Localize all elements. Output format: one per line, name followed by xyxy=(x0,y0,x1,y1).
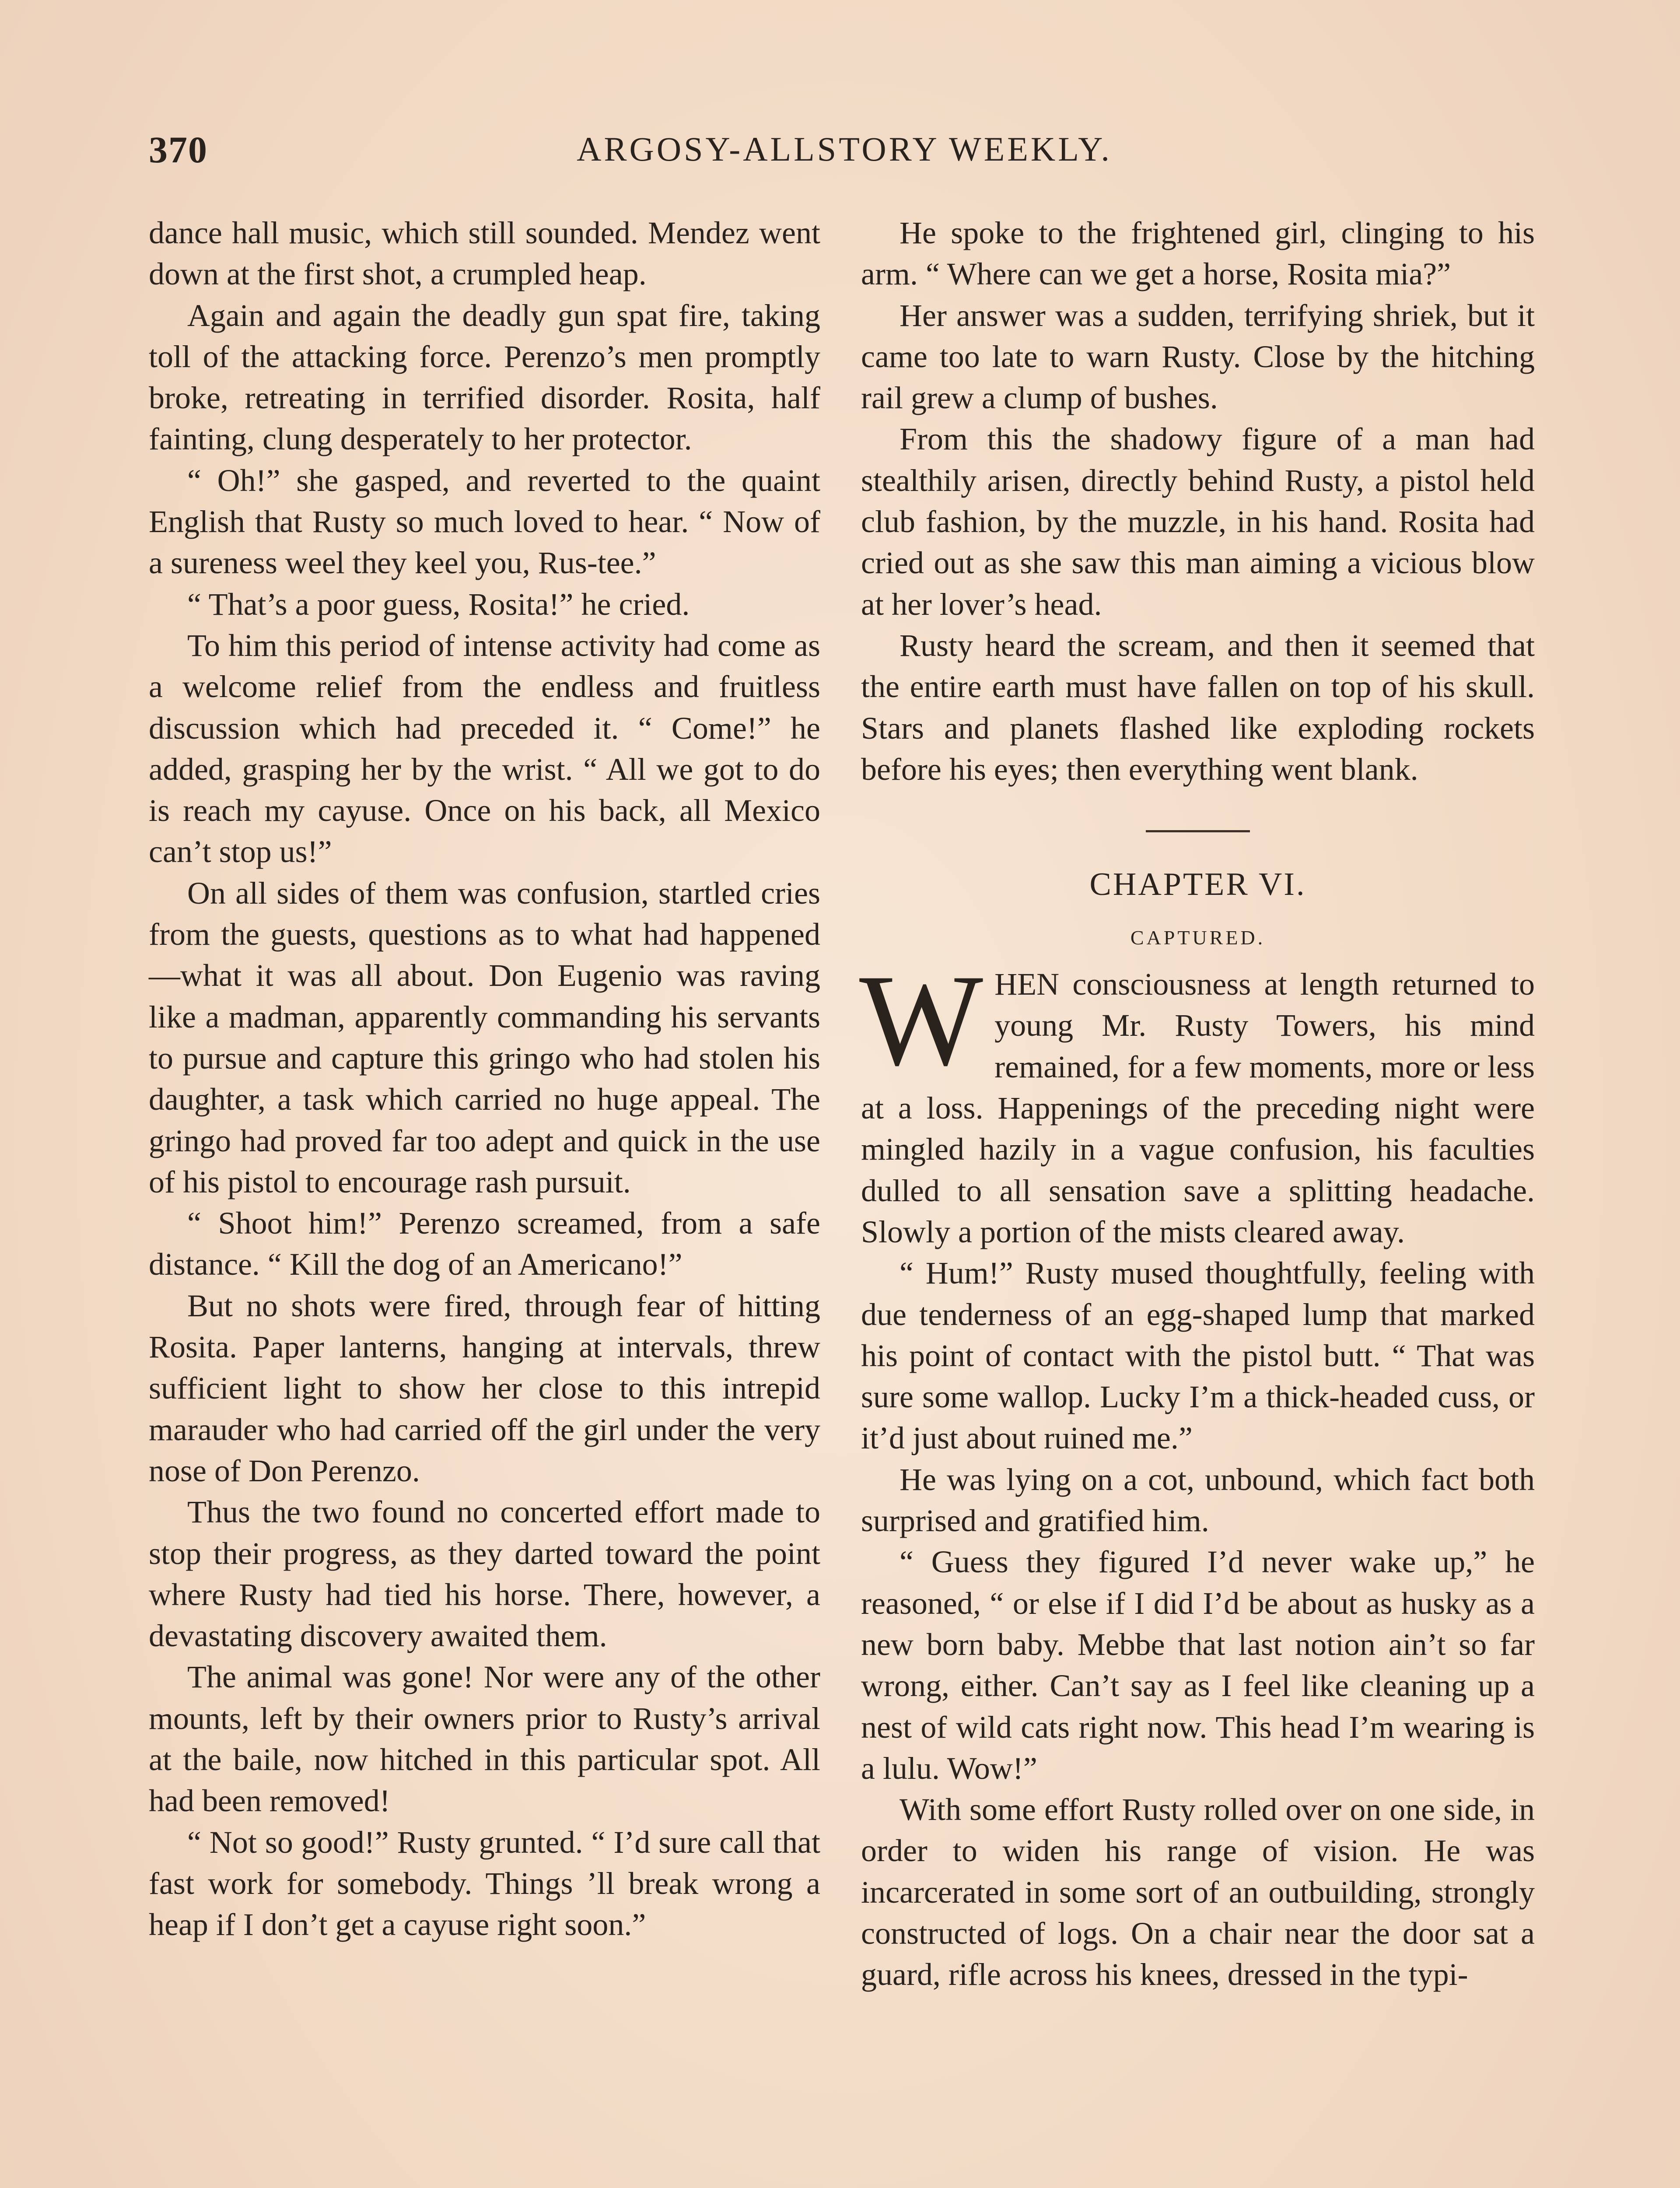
paragraph: “ Shoot him!” Perenzo screamed, from a safe distance. “ Kill the dog of an Americano!” xyxy=(149,1206,820,1282)
paragraph: Thus the two found no concerted effort made to stop their progress, as they darted toward the point where Rusty had tied his horse. There, however, a devastating discovery awaited them. xyxy=(149,1494,820,1654)
chapter-subtitle: CAPTURED. xyxy=(1130,926,1266,949)
paragraph: dance hall music, which still sounded. Mendez went down at the first shot, a crumpled heap. xyxy=(149,215,820,292)
chapter-title: CHAPTER VI. xyxy=(1089,866,1306,903)
paragraph: Again and again the deadly gun spat fire, taking toll of the attacking force. Perenzo’s men promptly broke, retreating in terrified disorder. Rosita, half fainting, clung desperately to her protector. xyxy=(149,298,820,457)
paragraph: Her answer was a sudden, terrifying shriek, but it came too late to warn Rusty. Close by the hitching rail grew a clump of bushes. xyxy=(861,298,1535,416)
running-head: ARGOSY-ALLSTORY WEEKLY. xyxy=(577,130,1112,168)
paragraph: But no shots were fired, through fear of hitting Rosita. Paper lanterns, hanging at intervals, threw sufficient light to show her close to this intrepid marauder who had carried off the girl under the very nose of Don Perenzo. xyxy=(149,1288,820,1488)
right-column xyxy=(861,212,1535,1995)
paragraph: “ Not so good!” Rusty grunted. “ I’d sure call that fast work for somebody. Things ’ll break wrong a heap if I don’t get a cayuse right soon.” xyxy=(149,1824,820,1943)
paragraph: With some effort Rusty rolled over on one side, in order to widen his range of vision. He was incarcerated in some sort of an outbuilding, strongly constructed of logs. On a chair near the door sat a guard, rifle across his knees, dressed in the typi- xyxy=(861,1792,1535,1992)
paragraph: Rusty heard the scream, and then it seemed that the entire earth must have fallen on top of his skull. Stars and planets flashed like exploding rockets before his eyes; then everything went blank. xyxy=(861,628,1535,787)
opening-text: HEN consciousness at length returned to young Mr. Rusty Towers, his mind remained, for a few moments, more or less at a loss. Happenings of the preceding night were mingled hazily in a vague confusion, his faculties dulled to all sensation save a splitting headache. Slowly a portion of the mists cleared away. xyxy=(861,967,1535,1249)
paragraph: On all sides of them was confusion, startled cries from the guests, questions as to what had happened—what it was all about. Don Eugenio was raving like a madman, apparently commanding his servants to pursue and capture this gringo who had stolen his daughter, a task which carried no huge appeal. The gringo had proved far too adept and quick in the use of his pistol to encourage rash pursuit. xyxy=(149,875,820,1199)
section-divider xyxy=(1146,830,1250,832)
chapter-opening-paragraph xyxy=(859,947,1535,1252)
paragraph: “ That’s a poor guess, Rosita!” he cried. xyxy=(187,586,690,622)
paragraph: To him this period of intense activity had come as a welcome relief from the endless and fruitless discussion which had preceded it. “ Come!” he added, grasping her by the wrist. “ All we got to do is reach my cayuse. Once on his back, all Mexico can’t stop us!” xyxy=(149,628,820,870)
drop-cap: W xyxy=(859,947,984,1093)
paragraph: He spoke to the frightened girl, clinging to his arm. “ Where can we get a horse, Rosita mia?” xyxy=(861,215,1535,292)
left-column xyxy=(149,212,820,1945)
page-number: 370 xyxy=(149,129,208,171)
paragraph: The animal was gone! Nor were any of the other mounts, left by their owners prior to Rusty’s arrival at the baile, now hitched in this particular spot. All had been removed! xyxy=(149,1659,820,1819)
paragraph: “ Hum!” Rusty mused thoughtfully, feeling with due tenderness of an egg-shaped lump that marked his point of contact with the pistol butt. “ That was sure some wallop. Lucky I’m a thick-headed cuss, or it’d just about ruined me.” xyxy=(861,1255,1535,1456)
paragraph: From this the shadowy figure of a man had stealthily arisen, directly behind Rusty, a pistol held club fashion, by the muzzle, in his hand. Rosita had cried out as she saw this man aiming a vicious blow at her lover’s head. xyxy=(861,421,1535,622)
paragraph: “ Guess they figured I’d never wake up,” he reasoned, “ or else if I did I’d be about as husky as a new born baby. Mebbe that last notion ain’t so far wrong, either. Can’t say as I feel like cleaning up a nest of wild cats right now. This head I’m wearing is a lulu. Wow!” xyxy=(861,1544,1535,1786)
paragraph: He was lying on a cot, unbound, which fact both surprised and gratified him. xyxy=(861,1462,1535,1539)
page-header xyxy=(149,128,1540,176)
paragraph: “ Oh!” she gasped, and reverted to the quaint English that Rusty so much loved to hear. “ Now of a sureness weel they keel you, Rus-tee.” xyxy=(149,463,820,581)
